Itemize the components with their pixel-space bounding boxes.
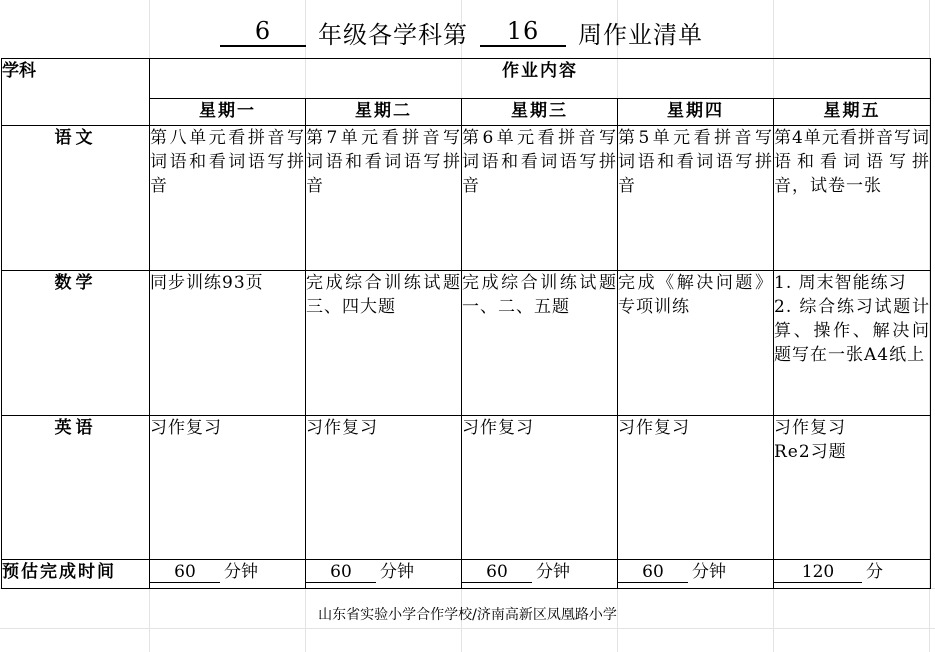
title-week-text: 周作业清单 (578, 20, 703, 49)
cell-math-wed[interactable]: 完成综合训练试题一、二、五题 (462, 271, 618, 416)
cell-math-fri[interactable]: 1. 周末智能练习 2. 综合练习试题计算、操作、解决问题写在一张A4纸上 (774, 271, 931, 416)
time-tue-value: 60 (306, 562, 376, 583)
time-tue[interactable] (306, 560, 462, 589)
table-row-english (2, 416, 931, 560)
cell-english-wed[interactable]: 习作复习 (462, 416, 618, 560)
time-unit: 分钟 (380, 562, 414, 582)
homework-table (1, 58, 931, 589)
day-header-mon: 星期一 (150, 99, 306, 126)
subject-chinese: 语文 (2, 126, 150, 271)
time-thu-value: 60 (618, 562, 688, 583)
time-unit: 分钟 (224, 562, 258, 582)
content-header: 作业内容 (150, 59, 931, 99)
cell-math-tue[interactable]: 完成综合训练试题三、四大题 (306, 271, 462, 416)
time-unit: 分钟 (536, 562, 570, 582)
sheet-title (0, 8, 935, 56)
cell-math-thu[interactable]: 完成《解决问题》专项训练 (618, 271, 774, 416)
cell-english-mon[interactable]: 习作复习 (150, 416, 306, 560)
table-row-time (2, 560, 931, 589)
cell-english-fri[interactable]: 习作复习 Re2习题 (774, 416, 931, 560)
cell-chinese-tue[interactable]: 第7单元看拼音写词语和看词语写拼音 (306, 126, 462, 271)
cell-chinese-wed[interactable]: 第6单元看拼音写词语和看词语写拼音 (462, 126, 618, 271)
day-header-fri: 星期五 (774, 99, 931, 126)
week-value[interactable]: 16 (480, 17, 566, 47)
time-mon[interactable] (150, 560, 306, 589)
time-wed[interactable] (462, 560, 618, 589)
subject-english: 英语 (2, 416, 150, 560)
time-fri[interactable] (774, 560, 931, 589)
day-header-thu: 星期四 (618, 99, 774, 126)
cell-chinese-mon[interactable]: 第八单元看拼音写词语和看词语写拼音 (150, 126, 306, 271)
cell-english-tue[interactable]: 习作复习 (306, 416, 462, 560)
cell-math-mon[interactable]: 同步训练93页 (150, 271, 306, 416)
title-grade-text: 年级各学科第 (318, 20, 468, 49)
subject-math: 数学 (2, 271, 150, 416)
cell-english-thu[interactable]: 习作复习 (618, 416, 774, 560)
day-header-tue: 星期二 (306, 99, 462, 126)
cell-chinese-thu[interactable]: 第5单元看拼音写词语和看词语写拼音 (618, 126, 774, 271)
grade-value[interactable]: 6 (220, 17, 306, 47)
day-header-wed: 星期三 (462, 99, 618, 126)
time-unit-last: 分 (866, 562, 883, 582)
table-row-chinese (2, 126, 931, 271)
subject-header: 学科 (2, 59, 150, 126)
time-fri-value: 120 (774, 562, 862, 583)
time-label: 预估完成时间 (2, 560, 150, 589)
time-unit: 分钟 (692, 562, 726, 582)
table-row-math (2, 271, 931, 416)
time-wed-value: 60 (462, 562, 532, 583)
time-mon-value: 60 (150, 562, 220, 583)
cell-chinese-fri[interactable]: 第4单元看拼音写词语和看词语写拼音，试卷一张 (774, 126, 931, 271)
school-name: 山东省实验小学合作学校/济南高新区凤凰路小学 (318, 607, 617, 623)
time-thu[interactable] (618, 560, 774, 589)
